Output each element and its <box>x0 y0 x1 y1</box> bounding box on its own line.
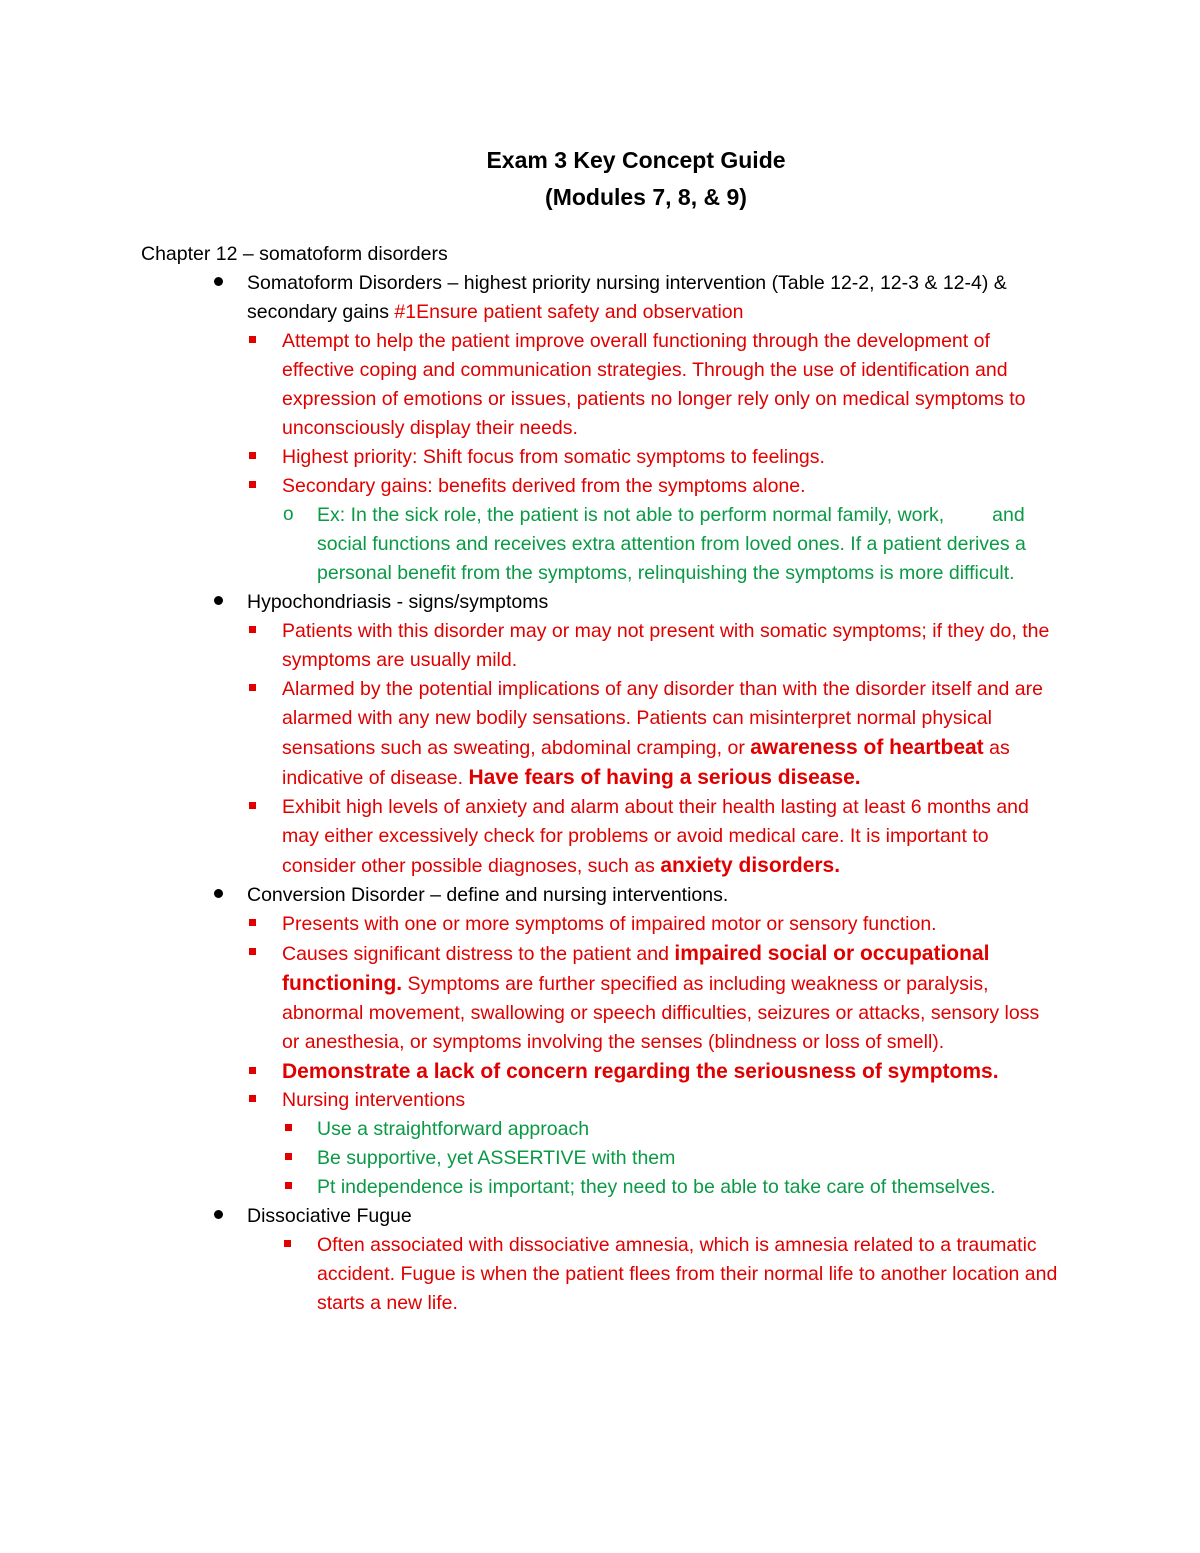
list-item <box>247 793 1060 881</box>
bullet-square-icon <box>249 675 256 704</box>
somatoform-item-2: Highest priority: Shift focus from somatic symptoms to feelings. <box>282 446 825 468</box>
intervention-1: Use a straightforward approach <box>317 1118 590 1140</box>
list-item <box>247 443 1060 472</box>
list-item <box>247 501 1060 588</box>
document-title: Exam 3 Key Concept Guide <box>486 147 786 173</box>
bullet-square-icon <box>285 1173 292 1202</box>
bullet-square-icon <box>285 1115 292 1144</box>
bullet-square-icon <box>249 1086 256 1115</box>
list-item <box>247 675 1060 793</box>
fugue-sublist <box>247 1231 1060 1318</box>
list-item <box>247 1086 1060 1202</box>
conversion-item-2-c: Symptoms are further specified as including weakness or paralysis, abnormal movement, swallowing or speech difficulties, seizures or attacks, sensory loss or anesthesia, or symptoms involving the senses (blindness or loss of smell). <box>282 973 1040 1053</box>
intervention-3: Pt independence is important; they need to be able to take care of themselves. <box>317 1176 996 1198</box>
bullet-square-icon <box>249 910 256 939</box>
intervention-2: Be supportive, yet ASSERTIVE with them <box>317 1147 676 1169</box>
conversion-sublist <box>247 910 1060 1202</box>
topic-hypochondriasis <box>0 588 1200 881</box>
bullet-dot-icon <box>214 1202 223 1231</box>
bullet-dot-icon <box>214 588 223 617</box>
bullet-square-icon <box>249 443 256 472</box>
list-item <box>247 327 1060 443</box>
hypochondriasis-heading: Hypochondriasis - signs/symptoms <box>247 591 549 613</box>
title-block <box>0 144 1200 214</box>
conversion-item-1: Presents with one or more symptoms of impaired motor or sensory function. <box>282 913 937 935</box>
topic-fugue <box>0 1202 1200 1318</box>
topic-somatoform <box>0 269 1200 588</box>
conversion-item-2-a: Causes significant distress to the patient and <box>282 943 675 965</box>
bullet-square-icon <box>249 793 256 822</box>
list-item <box>247 939 1060 1057</box>
topic-conversion <box>0 881 1200 1202</box>
bullet-dot-icon <box>214 269 223 298</box>
conversion-item-4: Nursing interventions <box>282 1089 466 1111</box>
list-item <box>247 472 1060 588</box>
bullet-square-icon <box>249 1057 256 1086</box>
bullet-square-icon <box>249 617 256 646</box>
bullet-square-icon <box>285 1144 292 1173</box>
list-item <box>247 1057 1060 1086</box>
bullet-square-icon <box>249 939 256 968</box>
conversion-heading: Conversion Disorder – define and nursing interventions. <box>247 884 729 906</box>
conversion-item-3: Demonstrate a lack of concern regarding the seriousness of symptoms. <box>282 1060 999 1083</box>
conversion-item-2-bold: impaired social or occupational functioning. <box>282 942 990 995</box>
list-item <box>247 910 1060 939</box>
somatoform-heading: Somatoform Disorders – highest priority nursing intervention (Table 12-2, 12-3 & 12-4) & secondary gains <box>247 272 1007 323</box>
bullet-square-icon <box>249 327 256 356</box>
bullet-square-icon <box>284 1231 291 1260</box>
list-item <box>247 617 1060 675</box>
hypochondriasis-item-2-c: as indicative of disease. <box>282 737 1010 789</box>
hypochondriasis-item-2-a: Alarmed by the potential implications of any disorder than with the disorder itself and are alarmed with any new bodily sensations. Patients can misinterpret normal physical sensations such as sweating, abdominal cramping, or <box>282 678 1043 759</box>
hypochondriasis-sublist <box>247 617 1060 881</box>
fugue-heading: Dissociative Fugue <box>247 1205 412 1227</box>
topic-list <box>0 269 1200 1318</box>
chapter-heading: Chapter 12 – somatoform disorders <box>141 243 448 265</box>
somatoform-example-part-2: and social functions and receives extra attention from loved ones. If a patient derives a personal benefit from the symptoms, relinquishing the symptoms is more difficult. <box>317 504 1026 584</box>
somatoform-priority: #1Ensure patient safety and observation <box>394 301 744 323</box>
document-subtitle: (Modules 7, 8, & 9) <box>545 184 747 210</box>
hypochondriasis-item-2-bold-2: Have fears of having a serious disease. <box>468 766 861 789</box>
hypochondriasis-item-1: Patients with this disorder may or may not present with somatic symptoms; if they do, the symptoms are usually mild. <box>282 620 1050 671</box>
hypochondriasis-item-3-bold: anxiety disorders. <box>660 854 841 877</box>
somatoform-item-1: Attempt to help the patient improve overall functioning through the development of effective coping and communication strategies. Through the use of identification and expression of emotions or issues, patients no longer rely only on medical symptoms to unconsciously display their needs. <box>282 330 1026 439</box>
bullet-square-icon <box>249 472 256 501</box>
bullet-circle-icon: o <box>283 504 294 525</box>
fugue-item-1: Often associated with dissociative amnesia, which is amnesia related to a traumatic accident. Fugue is when the patient flees from their normal life to another location and starts a new life. <box>317 1234 1058 1314</box>
hypochondriasis-item-3-a: Exhibit high levels of anxiety and alarm about their health lasting at least 6 months and may either excessively check for problems or avoid medical care. It is important to consider other possible diagnoses, such as <box>282 796 1029 877</box>
somatoform-example-list <box>247 501 1060 588</box>
somatoform-item-3: Secondary gains: benefits derived from the symptoms alone. <box>282 475 806 497</box>
somatoform-sublist <box>247 327 1060 588</box>
interventions-list <box>282 1115 1060 1202</box>
list-item <box>282 1115 1060 1144</box>
list-item <box>282 1144 1060 1173</box>
list-item <box>247 1231 1060 1318</box>
bullet-dot-icon <box>214 881 223 910</box>
list-item <box>282 1173 1060 1202</box>
somatoform-example-part-1: Ex: In the sick role, the patient is not able to perform normal family, work, <box>317 504 945 526</box>
hypochondriasis-item-2-bold-1: awareness of heartbeat <box>750 736 984 759</box>
